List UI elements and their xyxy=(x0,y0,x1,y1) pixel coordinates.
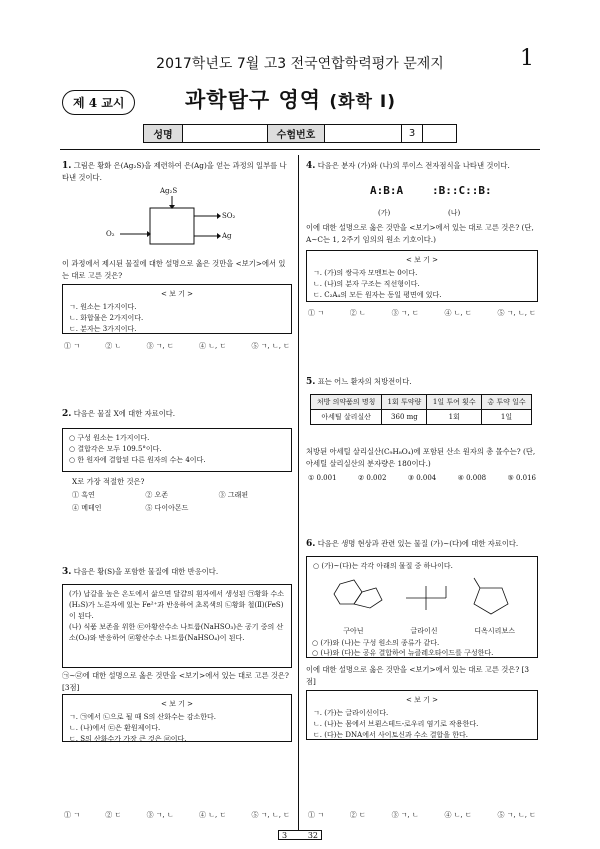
table-header-cell: 총 투약 일수 xyxy=(482,395,532,410)
q2-option[interactable]: ② 오존 xyxy=(145,491,169,499)
exam-no-label: 수험번호 xyxy=(268,125,325,142)
q3-item: (가) 납갈을 높은 온도에서 삶으면 달걀의 흰자에서 생성된 ㉠황화 수소(H₂S)가 노른자에 있는 Fe²⁺과 반응하여 초록색의 ㉡황화 철(Ⅱ)(FeS)이 된다. xyxy=(69,590,285,620)
q6-item: ○ (가)와 (나)는 구성 원소의 종류가 같다. xyxy=(312,639,440,647)
question-6: 6. 다음은 생명 현상과 관련 있는 물질 (가)~(다)에 대한 자료이다. xyxy=(306,539,519,549)
table-cell: 360 mg xyxy=(382,410,427,425)
q3-box-item: ㄴ. (나)에서 ㉢은 환원제이다. xyxy=(69,724,161,732)
table-cell: 아세틸 살리실산 xyxy=(311,410,382,425)
q6-box-header: < 보 기 > xyxy=(406,696,438,704)
q3-option[interactable]: ⑤ ㄱ, ㄴ, ㄷ xyxy=(251,811,290,819)
q3-option[interactable]: ② ㄷ xyxy=(105,811,122,819)
q6-box-item: ㄷ. (다)는 DNA에서 사이토신과 수소 결합을 한다. xyxy=(313,731,469,739)
q6-box-item: ㄴ. (나)는 몸에서 브뢴스테드-로우리 염기로 작용한다. xyxy=(313,720,479,728)
q1-option[interactable]: ③ ㄱ, ㄷ xyxy=(146,342,174,350)
name-label: 성명 xyxy=(144,125,183,142)
exam-no-value: 3 xyxy=(402,125,423,142)
q1-option[interactable]: ① ㄱ xyxy=(64,342,80,350)
page-number: 1 xyxy=(520,46,534,71)
q1-item: ㄷ. 분자는 3가지이다. xyxy=(69,325,137,333)
q6-option[interactable]: ⑤ ㄱ, ㄴ, ㄷ xyxy=(497,811,536,819)
footer-total: 32 xyxy=(307,831,318,840)
q3-box-header: < 보 기 > xyxy=(161,700,193,708)
q2-option[interactable]: ③ 그래핀 xyxy=(218,491,249,499)
q4-item: ㄷ. C₂A₄의 모든 원자는 동일 평면에 있다. xyxy=(313,291,442,299)
q1-process-diagram xyxy=(120,190,240,252)
q4-option[interactable]: ① ㄱ xyxy=(308,309,324,317)
q3-option[interactable]: ④ ㄴ, ㄷ xyxy=(199,811,227,819)
q5-options xyxy=(308,474,536,482)
q2-item: ○ 결합각은 모두 109.5°이다. xyxy=(69,445,162,453)
table-header-cell: 처방 의약품의 명칭 xyxy=(311,395,382,410)
q6-item: ○ (나)와 (다)는 공유 결합하여 뉴클레오타이드를 구성한다. xyxy=(312,649,494,657)
subject-sub: (화학 Ⅰ) xyxy=(329,92,396,112)
table-cell: 1일 xyxy=(482,410,532,425)
q4-label-a: (가) xyxy=(378,209,391,217)
q4-options xyxy=(308,308,536,318)
q3-reaction-box xyxy=(62,584,292,668)
q3-option[interactable]: ③ ㄱ, ㄴ xyxy=(146,811,174,819)
q1-diagram-top: Ag₂S xyxy=(160,187,178,195)
table-header-cell: 1회 투약량 xyxy=(382,395,427,410)
q1-item: ㄱ. 원소는 1가지이다. xyxy=(69,303,137,311)
question-1 xyxy=(62,160,292,184)
q4-item: ㄴ. (나)의 분자 구조는 직선형이다. xyxy=(313,280,420,288)
q2-options-row1 xyxy=(72,490,292,500)
q5-question: 처방된 아세틸 살리실산(C₉H₈O₄)에 포함된 산소 원자의 총 몰수는? (단, 아세틸 살리실산의 분자량은 180이다.) xyxy=(306,447,536,468)
q6-box2 xyxy=(306,690,538,740)
q1-option[interactable]: ⑤ ㄱ, ㄴ, ㄷ xyxy=(251,342,290,350)
subject-title xyxy=(185,84,396,114)
q4-label-b: (나) xyxy=(448,209,461,217)
q1-option[interactable]: ② ㄴ xyxy=(105,342,122,350)
q5-option[interactable]: ② 0.002 xyxy=(357,474,387,482)
q1-diagram-right-top: SO₂ xyxy=(222,212,236,220)
page-footer xyxy=(278,830,322,840)
q4-box xyxy=(306,250,538,302)
q3-box-item: ㄱ. ㉠에서 ㉡으로 될 때 S의 산화수는 감소한다. xyxy=(69,713,217,721)
q1-box xyxy=(62,284,292,334)
q4-question: 이에 대한 설명으로 옳은 것만을 <보기>에서 있는 대로 고른 것은? (단, A~C는 1, 2주기 임의의 원소 기호이다.) xyxy=(306,223,534,244)
exam-no-rest[interactable] xyxy=(423,125,456,142)
q6-names xyxy=(318,626,530,636)
q6-option[interactable]: ③ ㄱ, ㄴ xyxy=(391,811,419,819)
q2-options-row2 xyxy=(72,503,292,513)
q6-option[interactable]: ② ㄷ xyxy=(349,811,366,819)
q3-box xyxy=(62,694,292,742)
q4-option[interactable]: ④ ㄴ, ㄷ xyxy=(444,309,472,317)
q3-question: ㉠~㉣에 대한 설명으로 옳은 것만을 <보기>에서 있는 대로 고른 것은? [3점] xyxy=(62,671,289,692)
q2-option[interactable]: ④ 메테인 xyxy=(72,504,102,512)
q3-item: (나) 식품 보존을 위한 ㉢아황산수소 나트륨(NaHSO₃)은 공기 중의 산소(O₂)와 반응하여 ㉣황산수소 나트륨(NaHSO₄)이 된다. xyxy=(69,623,284,642)
q1-question: 이 과정에서 제시된 물질에 대한 설명으로 옳은 것만을 <보기>에서 있는 대로 고른 것은? xyxy=(62,259,286,280)
q2-option[interactable]: ① 흑연 xyxy=(72,491,95,499)
q1-text: 1. 그림은 황화 은(Ag₂S)을 제련하여 은(Ag)을 얻는 과정의 일부를 나타낸 것이다. xyxy=(62,161,287,182)
q5-option[interactable]: ① 0.001 xyxy=(308,474,337,482)
table-header-row xyxy=(311,395,532,410)
q6-question: 이에 대한 설명으로 옳은 것만을 <보기>에서 있는 대로 고른 것은? [3점] xyxy=(306,665,530,686)
q4-option[interactable]: ③ ㄱ, ㄷ xyxy=(391,309,419,317)
q5-prescription-table xyxy=(310,394,532,425)
q3-options xyxy=(64,810,290,820)
q6-option[interactable]: ① ㄱ xyxy=(308,811,324,819)
column-divider xyxy=(298,155,299,830)
q6-structures xyxy=(318,574,530,624)
q6-name: 디옥시리보스 xyxy=(474,627,515,635)
q6-option[interactable]: ④ ㄴ, ㄷ xyxy=(444,811,472,819)
q4-box-header: < 보 기 > xyxy=(406,256,438,264)
q4-item: ㄱ. (가)의 쌍극자 모멘트는 0이다. xyxy=(313,269,418,277)
q4-formula-b: :B::C::B: xyxy=(432,184,492,197)
q2-question: X로 가장 적절한 것은? xyxy=(72,477,145,486)
exam-title: 2017학년도 7월 고3 전국연합학력평가 문제지 xyxy=(156,56,444,72)
q5-option[interactable]: ④ 0.008 xyxy=(457,474,487,482)
q4-option[interactable]: ⑤ ㄱ, ㄴ, ㄷ xyxy=(497,309,536,317)
q1-diagram-left: O₂ xyxy=(106,230,115,238)
exam-no-field[interactable] xyxy=(325,125,402,142)
q1-options xyxy=(64,341,290,351)
period-badge: 제 4 교시 xyxy=(62,90,135,115)
q4-option[interactable]: ② ㄴ xyxy=(349,309,366,317)
question-3: 3. 다음은 황(S)을 포함한 물질에 대한 반응이다. xyxy=(62,567,219,577)
q6-conditions xyxy=(312,638,534,658)
q1-box-header: < 보 기 > xyxy=(161,290,193,298)
q6-intro: ○ (가)~(다)는 각각 아래의 물질 중 하나이다. xyxy=(313,562,453,570)
q6-box-item: ㄱ. (가)는 글라이신이다. xyxy=(313,709,389,717)
name-bar xyxy=(143,124,457,143)
question-2: 2. 다음은 물질 X에 대한 자료이다. xyxy=(62,409,176,419)
q5-option[interactable]: ③ 0.004 xyxy=(407,474,437,482)
question-5: 5. 표는 어느 환자의 처방전이다. xyxy=(306,377,412,387)
table-row xyxy=(311,410,532,425)
header-rule xyxy=(60,149,540,150)
question-4: 4. 다음은 분자 (가)와 (나)의 루이스 전자점식을 나타낸 것이다. xyxy=(306,161,510,171)
q2-item: ○ 구성 원소는 1가지이다. xyxy=(69,434,150,442)
q3-option[interactable]: ① ㄱ xyxy=(64,811,80,819)
q5-option[interactable]: ⑤ 0.016 xyxy=(507,474,536,482)
q4-formula-a: A:B:A xyxy=(370,184,404,197)
table-header-cell: 1일 투여 횟수 xyxy=(427,395,482,410)
q6-options xyxy=(308,810,536,820)
name-field[interactable] xyxy=(183,125,268,142)
q2-option[interactable]: ⑤ 다이아몬드 xyxy=(145,504,189,512)
q6-name: 글라이신 xyxy=(410,627,438,635)
q1-option[interactable]: ④ ㄴ, ㄷ xyxy=(199,342,227,350)
subject-main: 과학탐구 영역 xyxy=(185,88,322,112)
footer-current: 3 xyxy=(282,831,288,840)
q3-box-item: ㄷ. S의 산화수가 가장 큰 것은 ㉣이다. xyxy=(69,735,187,743)
q2-box xyxy=(62,428,292,472)
q6-name: 구아닌 xyxy=(343,627,364,635)
table-cell: 1회 xyxy=(427,410,482,425)
q1-item: ㄴ. 화합물은 2가지이다. xyxy=(69,314,144,322)
q1-diagram-right-bottom: Ag xyxy=(222,232,232,240)
q2-item: ○ 한 원자에 결합된 다른 원자의 수는 4이다. xyxy=(69,456,206,464)
